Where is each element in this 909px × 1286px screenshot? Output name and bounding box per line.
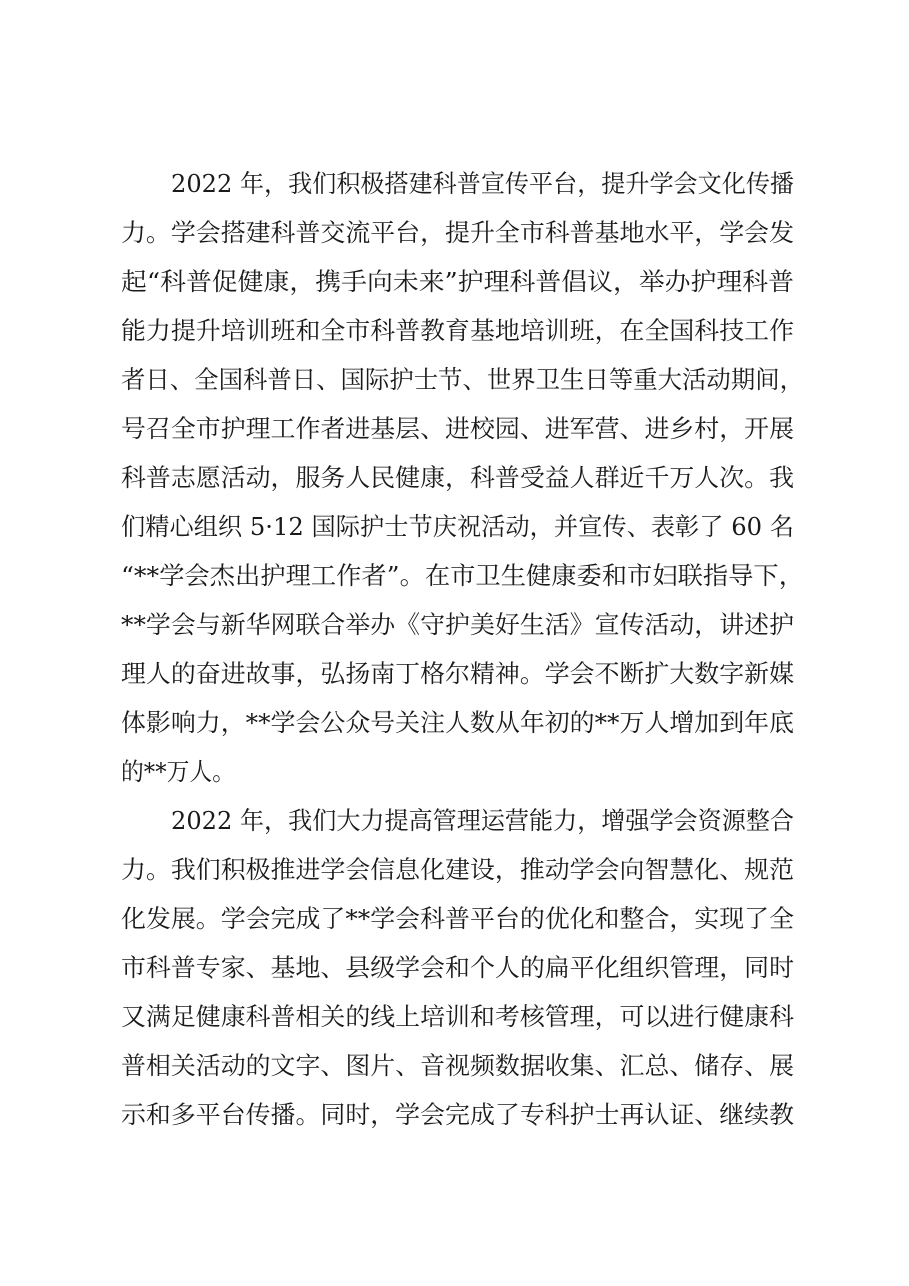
line-text: 力。我们积极推进学会信息化建设，推动学会向智慧化、规范 — [121, 855, 794, 884]
line-text: 理人的奋进故事，弘扬南丁格尔精神。学会不断扩大数字新媒 — [121, 659, 794, 688]
line-text: 起“科普促健康，携手向未来”护理科普倡议，举办护理科普 — [121, 267, 794, 296]
paragraph-line — [0, 311, 909, 351]
line-text: 2022 年，我们大力提高管理运营能力，增强学会资源整合 — [171, 806, 794, 835]
line-text: 又满足健康科普相关的线上培训和考核管理，可以进行健康科 — [121, 1002, 794, 1031]
paragraph-line — [0, 997, 909, 1037]
line-text: 化发展。学会完成了**学会科普平台的优化和整合，实现了全 — [121, 904, 794, 933]
line-text: 力。学会搭建科普交流平台，提升全市科普基地水平，学会发 — [121, 218, 794, 247]
line-text: “**学会杰出护理工作者”。在市卫生健康委和市妇联指导下， — [121, 561, 804, 590]
paragraph-line — [0, 556, 909, 596]
paragraph-line — [0, 752, 909, 792]
paragraph-line — [0, 262, 909, 302]
line-text: 市科普专家、基地、县级学会和个人的扁平化组织管理，同时 — [121, 953, 794, 982]
line-text: 者日、全国科普日、国际护士节、世界卫生日等重大活动期间， — [121, 365, 804, 394]
paragraph-line — [0, 801, 909, 841]
paragraph-line — [0, 654, 909, 694]
paragraph-line — [0, 507, 909, 547]
paragraph-line — [0, 899, 909, 939]
paragraph-line — [0, 1046, 909, 1086]
paragraph-line — [0, 1095, 909, 1135]
paragraph-line — [0, 850, 909, 890]
line-text: 示和多平台传播。同时，学会完成了专科护士再认证、继续教 — [121, 1100, 794, 1129]
line-text: 的**万人。 — [121, 757, 235, 786]
line-text: 能力提升培训班和全市科普教育基地培训班，在全国科技工作 — [121, 316, 794, 345]
paragraph-line — [0, 409, 909, 449]
line-text: 普相关活动的文字、图片、音视频数据收集、汇总、储存、展 — [121, 1051, 794, 1080]
paragraph-line — [0, 605, 909, 645]
line-text: **学会与新华网联合举办《守护美好生活》宣传活动，讲述护 — [121, 610, 794, 639]
paragraph-line — [0, 703, 909, 743]
line-text: 们精心组织 5·12 国际护士节庆祝活动，并宣传、表彰了 60 名 — [121, 512, 794, 541]
line-text: 科普志愿活动，服务人民健康，科普受益人群近千万人次。我 — [121, 463, 794, 492]
paragraph-line — [0, 213, 909, 253]
paragraph-line — [0, 360, 909, 400]
paragraph-line — [0, 164, 909, 204]
line-text: 体影响力，**学会公众号关注人数从年初的**万人增加到年底 — [121, 708, 794, 737]
line-text: 2022 年，我们积极搭建科普宣传平台，提升学会文化传播 — [171, 169, 794, 198]
paragraph-line — [0, 948, 909, 988]
paragraph-line — [0, 458, 909, 498]
line-text: 号召全市护理工作者进基层、进校园、进军营、进乡村，开展 — [121, 414, 794, 443]
